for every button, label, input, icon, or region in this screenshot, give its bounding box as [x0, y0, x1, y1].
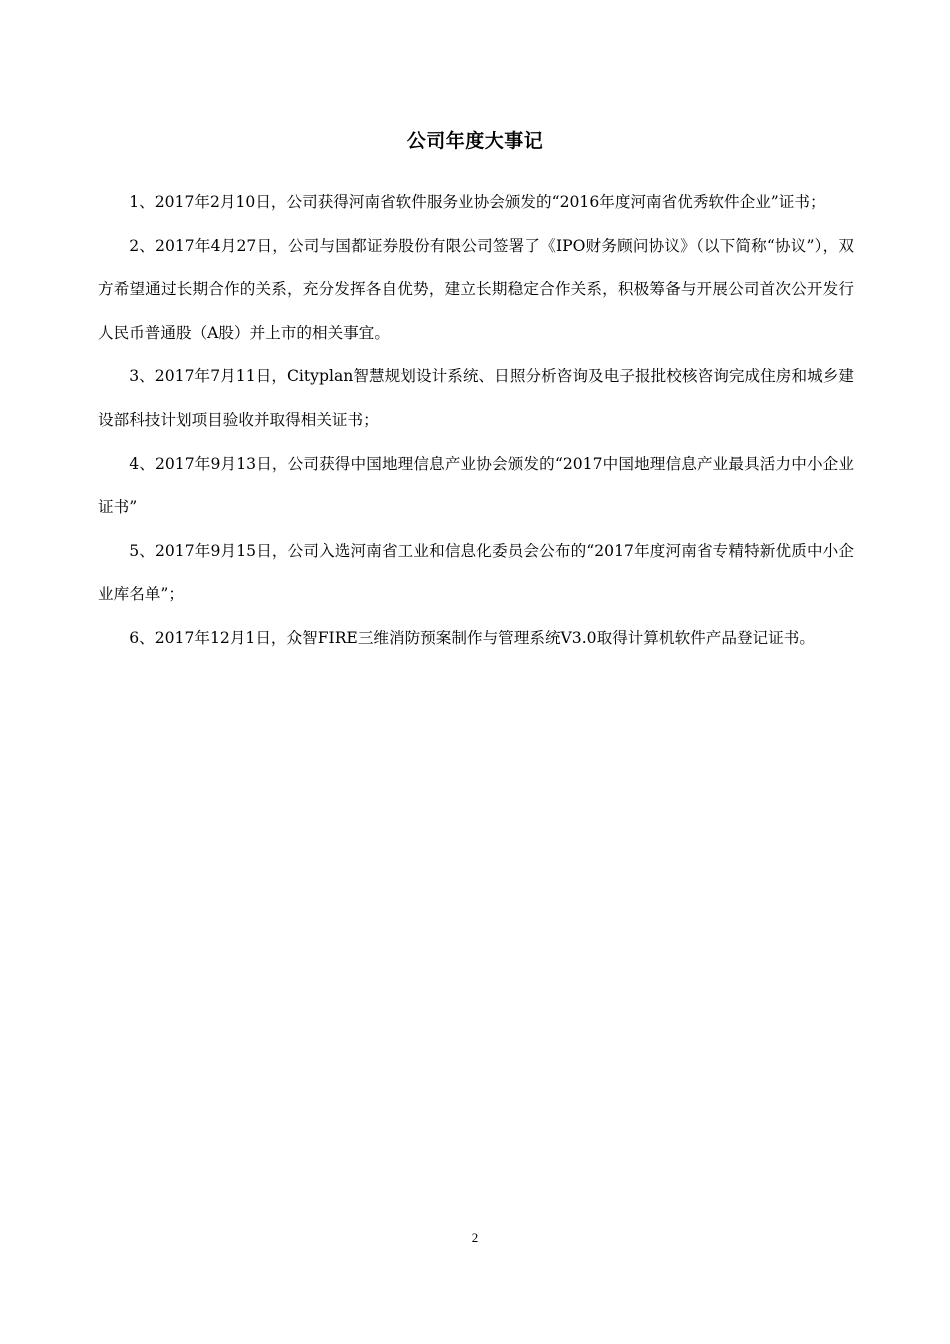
event-paragraph-2: 2、2017年4月27日，公司与国都证券股份有限公司签署了《IPO财务顾问协议》（以下简称“协议”），双方希望通过长期合作的关系，充分发挥各自优势，建立长期稳定合作关系，积极筹备与开展公司首次公开发行人民币普通股（A股）并上市的相关事宜。: [98, 236, 854, 342]
event-paragraph-1: 1、2017年2月10日，公司获得河南省软件服务业协会颁发的“2016年度河南省优秀软件企业”证书；: [129, 193, 826, 211]
event-paragraph-4: 4、2017年9月13日，公司获得中国地理信息产业协会颁发的“2017中国地理信息产业最具活力中小企业证书”: [98, 454, 854, 517]
events-list: [98, 181, 854, 661]
page-number: 2: [471, 1230, 479, 1245]
event-paragraph-3: 3、2017年7月11日，Cityplan智慧规划设计系统、日照分析咨询及电子报批校核咨询完成住房和城乡建设部科技计划项目验收并取得相关证书；: [98, 367, 854, 429]
event-paragraph-5: 5、2017年9月15日，公司入选河南省工业和信息化委员会公布的“2017年度河南省专精特新优质中小企业库名单”；: [98, 541, 854, 604]
event-paragraph-6: 6、2017年12月1日，众智FIRE三维消防预案制作与管理系统V3.0取得计算机软件产品登记证书。: [129, 628, 815, 647]
page-title: 公司年度大事记: [406, 130, 544, 152]
